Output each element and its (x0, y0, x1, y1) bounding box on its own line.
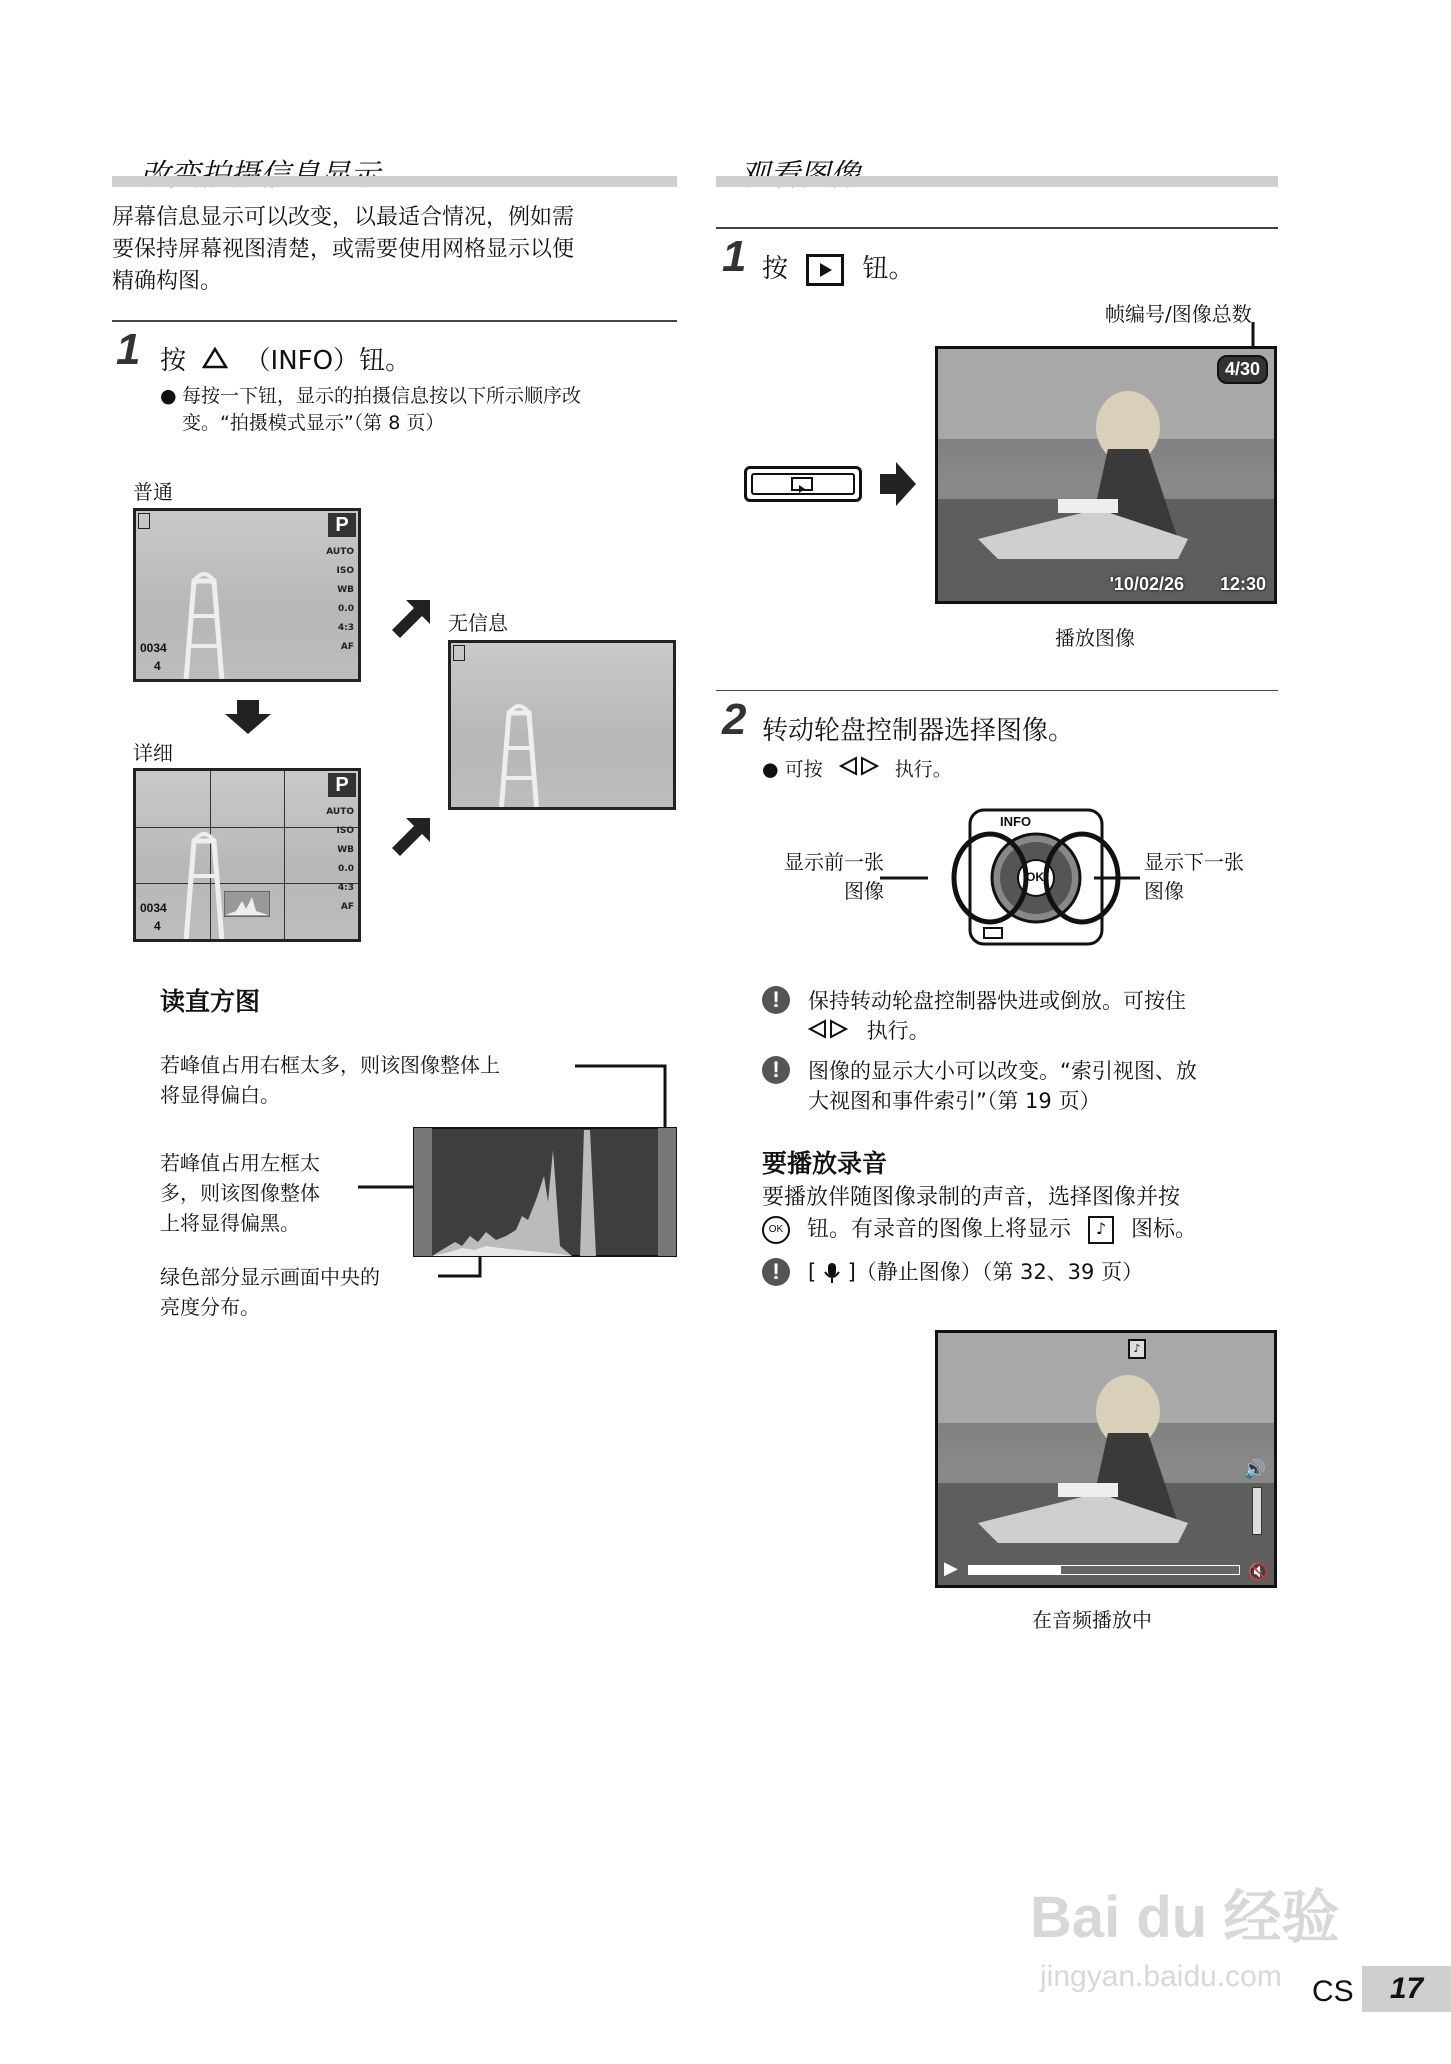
note-green-line-2: 亮度分布。 (160, 1295, 260, 1319)
bullet-line-1: 每按一下钮，显示的拍摄信息按以下所示顺序改 (182, 385, 582, 407)
left-bullet: ● 每按一下钮，显示的拍摄信息按以下所示顺序改 变。“拍摄模式显示”（第 8 页） (160, 383, 660, 437)
intro-line-3: 精确构图。 (112, 269, 223, 294)
photo-date: '10/02/26 (1109, 574, 1184, 594)
mode-p-badge: P (328, 513, 356, 537)
lcd-no-info (448, 640, 676, 810)
shot-count: 0034 (140, 641, 167, 655)
lcd-icon-5: 4:3 (337, 623, 354, 633)
audio-playback-photo (935, 1330, 1277, 1588)
dial-ok-label: OK (1026, 870, 1044, 884)
lifeguard-tower-icon (166, 571, 236, 681)
lcd-normal (133, 508, 361, 682)
audio-line-1: 要播放伴随图像录制的声音，选择图像并按 (762, 1185, 1181, 1210)
note1-line-1: 保持转动轮盘控制器快进或倒放。可按住 (808, 989, 1186, 1013)
language-code: CS (1312, 1975, 1354, 2008)
watermark-url: jingyan.baidu.com (1040, 1960, 1282, 1993)
playback-caption: 播放图像 (1055, 626, 1135, 650)
audio-progress-fill (969, 1566, 1061, 1574)
note3: [ ]（静止图像）（第 32、39 页） (808, 1260, 1144, 1284)
right-bullet2: ● 可按 执行。 (762, 756, 952, 784)
lcd-detail (133, 768, 361, 942)
lifeguard-tower-icon (481, 703, 551, 810)
lcd-icon-stack (326, 543, 354, 657)
audio-line-2: 钮。有录音的图像上将显示 (807, 1217, 1072, 1242)
histogram-heading: 读直方图 (160, 987, 261, 1016)
intro-line-1: 屏幕信息显示可以改变，以最适合情况，例如需 (112, 205, 575, 230)
volume-bar (1252, 1487, 1262, 1535)
note-left-line-2: 多，则该图像整体 (160, 1181, 320, 1205)
mode-none-label: 无信息 (448, 611, 508, 635)
audio-heading: 要播放录音 (762, 1149, 888, 1178)
caution-icon: ! (762, 1258, 790, 1286)
dial-left-line-2: 图像 (844, 879, 884, 903)
arrow-right-icon (880, 462, 916, 506)
dial-right-label (1144, 848, 1244, 906)
photo-time: 12:30 (1219, 574, 1266, 594)
frame-label: 帧编号/图像总数 (1105, 302, 1252, 326)
lcd-icon-5: 4:3 (337, 883, 354, 893)
left-right-arrows-icon (839, 756, 879, 784)
note-green (160, 1262, 380, 1322)
note-left-frame (160, 1148, 320, 1238)
step1-press: 按 (160, 346, 187, 376)
step1-info: （INFO）钮。 (244, 346, 412, 376)
step1-button: 钮。 (862, 254, 915, 284)
audio-progress-bar (968, 1565, 1240, 1575)
left-right-arrows-icon (808, 1017, 848, 1047)
intro-line-2: 要保持屏幕视图清楚，或需要使用网格显示以便 (112, 237, 575, 262)
note2 (808, 1056, 1278, 1116)
camera-play-button (744, 466, 862, 502)
mode-p-badge: P (328, 773, 356, 797)
lcd-icon-4: 0.0 (338, 604, 354, 614)
note-right-line-2: 将显得偏白。 (160, 1083, 280, 1107)
lifeguard-tower-icon (166, 831, 236, 941)
lcd-icon-3: WB (337, 585, 354, 595)
dial-info-label: INFO (1000, 814, 1032, 829)
note1-line-2: 执行。 (866, 1019, 930, 1043)
audio-text (762, 1182, 1282, 1246)
right-step2-text: 转动轮盘控制器选择图像。 (762, 716, 1075, 746)
left-intro (112, 202, 682, 298)
lcd-icon-4: 0.0 (338, 864, 354, 874)
caution-icon: ! (762, 986, 790, 1014)
dial-right-line-1: 显示下一张 (1144, 850, 1244, 874)
note1 (808, 986, 1278, 1047)
dial-left-line-1: 显示前一张 (784, 850, 884, 874)
shot-count: 0034 (140, 901, 167, 915)
lcd-icon-3: WB (337, 845, 354, 855)
audio-line-3: 图标。 (1131, 1217, 1198, 1242)
playback-photo (935, 346, 1277, 604)
battery-icon (453, 645, 465, 661)
note2-line-2: 大视图和事件索引”（第 19 页） (808, 1089, 1101, 1113)
left-step1-number: 1 (116, 325, 141, 374)
battery-icon (138, 513, 150, 529)
left-title-bar (112, 176, 677, 187)
image-size: 4 (154, 919, 161, 933)
left-section-title (140, 150, 380, 194)
right-section-title (740, 150, 860, 194)
mode-detail-label: 详细 (133, 741, 173, 765)
right-step1-text (762, 248, 915, 286)
girl-reading-image (938, 349, 1274, 601)
lcd-icon-2: ISO (336, 566, 354, 576)
lcd-icon-1: AUTO (326, 547, 354, 557)
step1-press: 按 (762, 254, 789, 284)
lcd-icon-2: ISO (336, 826, 354, 836)
arrow-down-icon (225, 700, 271, 734)
bullet2-post: 执行。 (894, 758, 952, 781)
right-step2-divider (716, 690, 1278, 691)
note-left-line-3: 上将显得偏黑。 (160, 1211, 300, 1235)
mode-normal-label: 普通 (133, 480, 173, 504)
lcd-icon-1: AUTO (326, 807, 354, 817)
play-icon: ▶ (944, 1558, 958, 1579)
mute-icon: 🔇 (1248, 1562, 1268, 1581)
histogram-diagram (350, 1060, 680, 1290)
image-size: 4 (154, 659, 161, 673)
right-step-divider (716, 227, 1278, 229)
bullet2-pre: 可按 (784, 758, 823, 781)
lcd-icon-6: AF (340, 902, 354, 912)
ok-button-icon: OK (762, 1216, 790, 1244)
dial-diagram (880, 808, 1140, 948)
dial-right-line-2: 图像 (1144, 879, 1184, 903)
lcd-icon-stack (326, 803, 354, 917)
note2-line-1: 图像的显示大小可以改变。“索引视图、放 (808, 1059, 1197, 1083)
note-left-line-1: 若峰值占用左框太 (160, 1151, 320, 1175)
arrow-down-left-icon (392, 818, 430, 856)
dial-left-label (768, 848, 884, 906)
arrow-up-right-icon (392, 600, 430, 638)
play-button-icon (806, 254, 844, 286)
girl-reading-image (938, 1333, 1274, 1585)
mini-histogram-icon (224, 891, 270, 917)
left-step1-text (160, 340, 411, 377)
note-right-line-1: 若峰值占用右框太多，则该图像整体上 (160, 1053, 500, 1077)
frame-counter: 4/30 (1217, 355, 1268, 384)
left-step-divider (112, 320, 677, 322)
audio-caption: 在音频播放中 (1032, 1608, 1152, 1632)
volume-icon: 🔊 (1243, 1459, 1266, 1480)
music-note-icon: ♪ (1128, 1339, 1146, 1359)
watermark-logo: Bai du 经验 (1030, 1885, 1340, 1950)
right-step1-number: 1 (722, 232, 747, 281)
triangle-up-icon (202, 346, 228, 376)
caution-icon: ! (762, 1056, 790, 1084)
note-green-line-1: 绿色部分显示画面中央的 (160, 1265, 380, 1289)
right-step2-number: 2 (722, 695, 747, 744)
note3-text: （静止图像）（第 32、39 页） (855, 1260, 1144, 1284)
page-number: 17 (1362, 1966, 1451, 2012)
microphone-icon (816, 1260, 847, 1284)
music-note-icon: ♪ (1088, 1216, 1114, 1244)
lcd-icon-6: AF (340, 642, 354, 652)
right-title-bar (716, 176, 1278, 187)
bullet-line-2: 变。“拍摄模式显示”（第 8 页） (182, 412, 445, 434)
